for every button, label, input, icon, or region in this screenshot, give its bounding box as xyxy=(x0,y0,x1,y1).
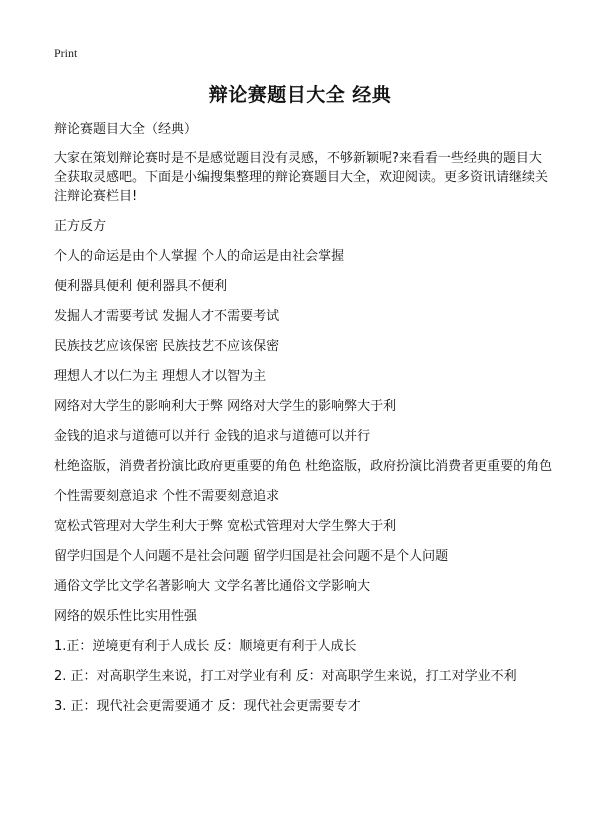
print-link[interactable]: Print xyxy=(54,46,78,60)
page-title: 辩论赛题目大全 经典 xyxy=(208,84,392,106)
topic-line: 通俗文学比文学名著影响大 文学名著比通俗文学影响大 xyxy=(54,579,371,594)
topic-line: 3. 正：现代社会更需要通才 反：现代社会更需要专才 xyxy=(54,699,361,714)
topic-line: 金钱的追求与道德可以并行 金钱的追求与道德可以并行 xyxy=(54,429,371,444)
intro-paragraph: 大家在策划辩论赛时是不是感觉题目没有灵感，不够新颖呢?来看看一些经典的题目大全获取灵感吧。下面是小编搜集整理的辩论赛题目大全，欢迎阅读。更多资讯请继续关注辩论赛栏目! xyxy=(54,151,549,204)
topic-line: 网络的娱乐性比实用性强 xyxy=(54,609,198,624)
topic-line: 民族技艺应该保密 民族技艺不应该保密 xyxy=(54,339,280,354)
topic-line: 留学归国是个人问题不是社会问题 留学归国是社会问题不是个人问题 xyxy=(54,549,449,564)
topic-line: 宽松式管理对大学生利大于弊 宽松式管理对大学生弊大于利 xyxy=(54,519,397,534)
header-row: 正方反方 xyxy=(54,219,107,234)
topic-line: 个性需要刻意追求 个性不需要刻意追求 xyxy=(54,489,280,504)
topic-line: 网络对大学生的影响利大于弊 网络对大学生的影响弊大于利 xyxy=(54,399,397,414)
topic-line: 便利器具便利 便利器具不便利 xyxy=(54,279,228,294)
topic-line: 理想人才以仁为主 理想人才以智为主 xyxy=(54,369,267,384)
topic-line: 2. 正：对高职学生来说，打工对学业有利 反：对高职学生来说，打工对学业不利 xyxy=(54,669,517,684)
topic-line: 1.正：逆境更有利于人成长 反：顺境更有利于人成长 xyxy=(54,639,357,654)
subtitle: 辩论赛题目大全（经典） xyxy=(54,122,198,137)
document-body xyxy=(54,120,554,727)
topic-line: 个人的命运是由个人掌握 个人的命运是由社会掌握 xyxy=(54,249,345,264)
topic-line: 杜绝盗版，消费者扮演比政府更重要的角色 杜绝盗版，政府扮演比消费者更重要的角色 xyxy=(54,459,553,474)
topic-line: 发掘人才需要考试 发掘人才不需要考试 xyxy=(54,309,280,324)
